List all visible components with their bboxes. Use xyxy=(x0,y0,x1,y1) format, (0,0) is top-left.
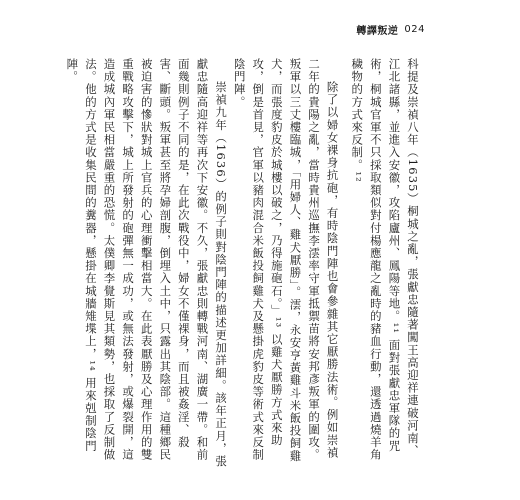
paragraph: 科提及崇禎八年（1635）桐城之亂，張獻忠隨著闖王高迎祥連破河南、江北諸縣，並進入安徽，攻陷廬州、鳳陽等地。¹¹ 面對張獻忠軍隊的咒術，桐城官軍不只採取類似對付楊應龍之亂時的豬血行動，還透過燒羊角穢物的方式來反制。¹² xyxy=(350,58,420,462)
body-text xyxy=(65,58,428,468)
running-header xyxy=(356,22,425,37)
page-number: 024 xyxy=(404,24,425,35)
running-title: 轉譯叛逆 xyxy=(356,26,399,37)
paragraph: 崇禎九年（1636）的例子則對陰門陣的描述更加詳細。該年正月，張獻忠隨高迎祥等再次下安徽。不久，張獻忠則轉戰河南、湖廣一帶。和前面幾則例子不同的是，在此次戰役中，婦女不僅裸身，而且被姦淫、殺害、斷頭。叛軍甚至將孕婦剖腹，倒埋入土中，只露出其陰部。這種鄉民被迫害的慘狀對城上官兵的心理衝擊相當大。在此表厭勝及心理作用的雙重戰略攻擊下，城上所發射的砲彈無一成功，或無法發射，或爆裂開，這造成城內軍民相當嚴重的恐慌。太僕卿李覺斯見其類勢，也採取了反制做法。他的方式是收集民間的糞器，懸掛在城牆雉堞上，¹⁴ 用來剋制陰門陣。 xyxy=(65,58,229,468)
paragraph: 除了以婦女裸身抗砲，有時陰門陣也會參雜其它厭勝法術。例如崇禎二年的貴陽之亂，當時貴州巡撫李澐率守軍抵禦苗將安邦彥叛軍的圍攻。叛軍以三丈樓臨城，「用婦人、雞犬厭勝」。澐，永安亨黃雞斗米飯投飼雞犬，而張度豹皮於城樓以破之，乃得施砲石。」¹³ 以雞犬厭勝方式來助攻，倒是首見，官軍以豬肉混合米飯投飼雞犬及懸掛虎豹皮等術式來反制陰門陣。 xyxy=(232,58,340,463)
